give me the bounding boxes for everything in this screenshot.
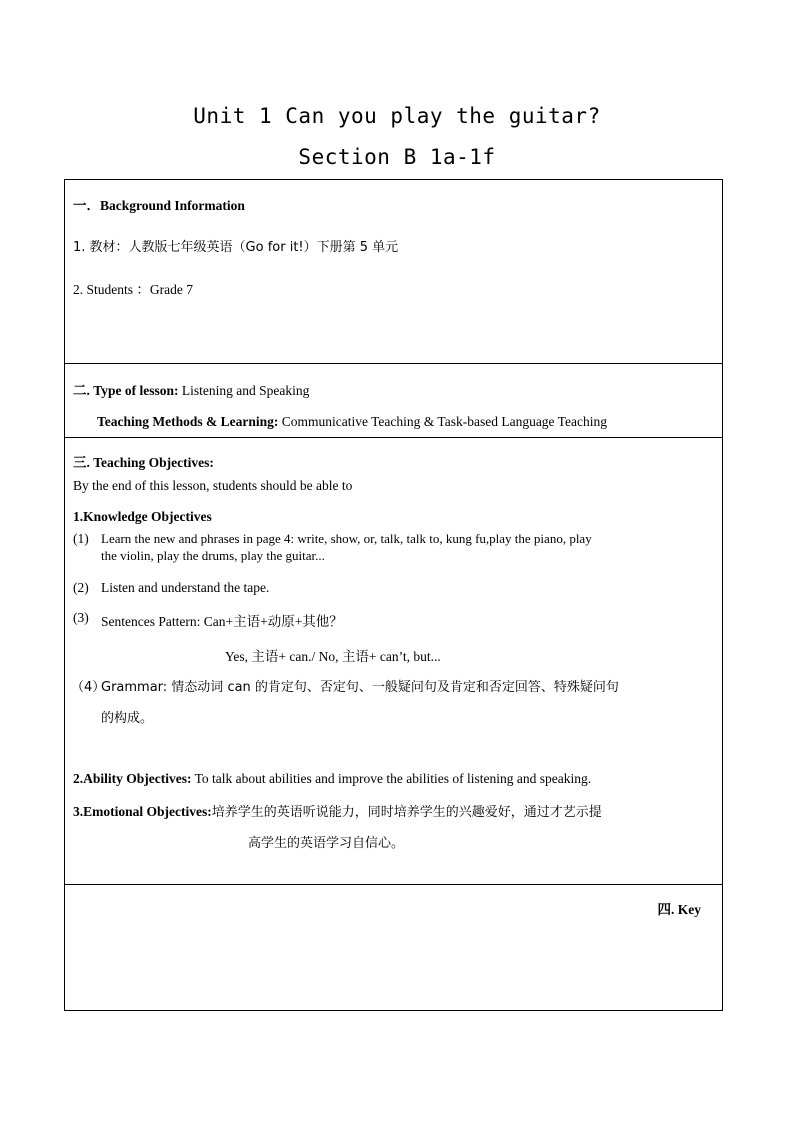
- ability-objectives-label: 2.Ability Objectives:: [73, 771, 192, 786]
- knowledge-item-1-line-2: the violin, play the drums, play the guitar...: [101, 548, 325, 563]
- objectives-heading: 三. Teaching Objectives:: [73, 455, 214, 470]
- emotional-objectives-label: 3.Emotional Objectives:: [73, 804, 212, 819]
- knowledge-item-3-number: (3): [73, 610, 89, 625]
- knowledge-item-3-answer: Yes, 主语+ can./ No, 主语+ can’t, but...: [225, 649, 441, 664]
- document-subtitle: Section B 1a-1f: [298, 145, 496, 169]
- lesson-type-value: Listening and Speaking: [178, 383, 310, 398]
- knowledge-item-1-number: (1): [73, 531, 89, 546]
- knowledge-item-4-line-1: Grammar: 情态动词 can 的肯定句、否定句、一般疑问句及肯定和否定回答、特殊疑问句: [101, 680, 619, 695]
- emotional-objectives-row: [73, 801, 602, 820]
- key-section: [64, 884, 723, 1011]
- document-title: Unit 1 Can you play the guitar?: [193, 104, 601, 128]
- background-heading: 一．Background Information: [73, 198, 245, 213]
- knowledge-item-4-number: （4）: [71, 680, 106, 695]
- knowledge-item-2: Listen and understand the tape.: [101, 580, 270, 595]
- knowledge-objectives-heading: 1.Knowledge Objectives: [73, 509, 212, 524]
- ability-objectives-value: To talk about abilities and improve the abilities of listening and speaking.: [191, 771, 592, 786]
- teaching-methods-row: [97, 414, 607, 430]
- key-heading: 四. Key: [657, 902, 701, 917]
- knowledge-item-4-line-2: 的构成。: [101, 711, 154, 726]
- teaching-methods-label: Teaching Methods & Learning:: [97, 414, 279, 429]
- emotional-objectives-line-2: 高学生的英语学习自信心。: [248, 836, 405, 851]
- knowledge-item-2-number: (2): [73, 580, 89, 595]
- lesson-type-section: [64, 363, 723, 437]
- objectives-intro: By the end of this lesson, students should be able to: [73, 478, 353, 493]
- teaching-methods-value: Communicative Teaching & Task-based Language Teaching: [278, 414, 607, 429]
- emotional-objectives-line-1: 培养学生的英语听说能力，同时培养学生的兴趣爱好，通过才艺示提: [211, 805, 602, 820]
- background-item-students: 2. Students ：Grade 7: [73, 282, 193, 297]
- knowledge-item-1-line-1: Learn the new and phrases in page 4: write, show, or, talk, talk to, kung fu,play the piano, play: [101, 531, 592, 546]
- ability-objectives-row: [73, 771, 591, 787]
- teaching-objectives-section: [64, 437, 723, 884]
- background-item-textbook: 1. 教材：人教版七年级英语（Go for it!）下册第 5 单元: [73, 240, 399, 255]
- background-section: [64, 179, 723, 363]
- lesson-type-label: 二. Type of lesson:: [73, 383, 179, 398]
- lesson-type-row: [73, 379, 309, 399]
- knowledge-item-3: Sentences Pattern: Can+主语+动原+其他？: [101, 614, 343, 629]
